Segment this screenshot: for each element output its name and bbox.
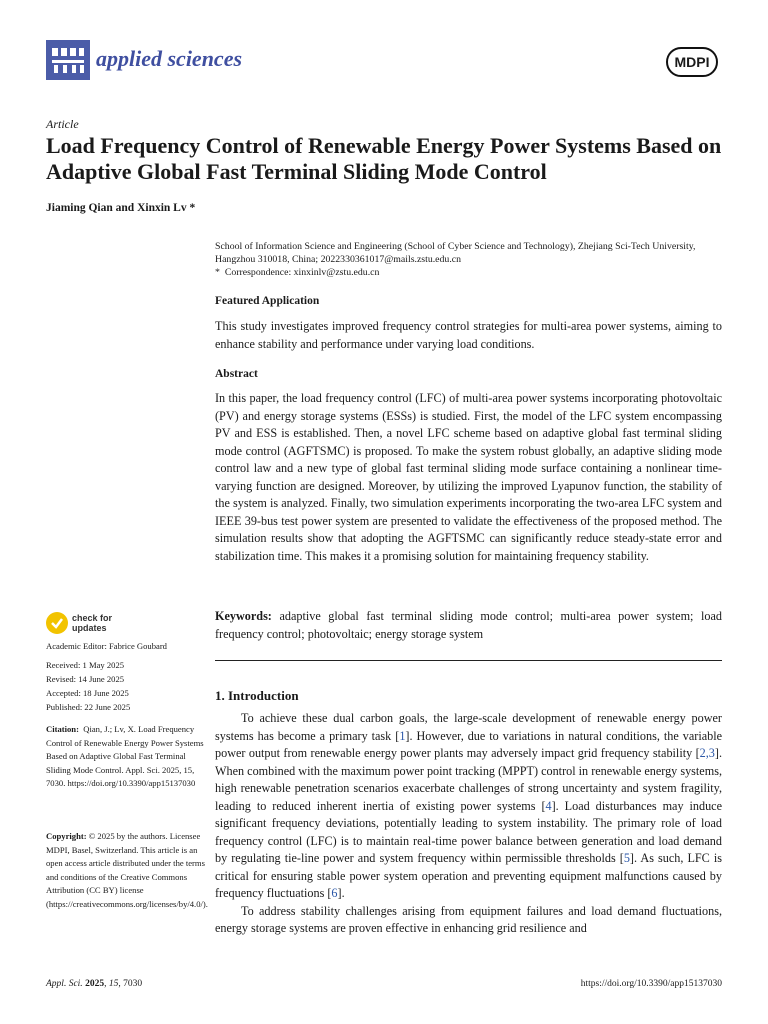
keywords: [215, 608, 722, 643]
featured-application-text: This study investigates improved frequency control strategies for multi-area power systems, aiming to enhance stability and performance under varying load conditions.: [215, 319, 722, 351]
received-date: Received: 1 May 2025: [46, 660, 125, 670]
abstract-heading: Abstract: [215, 368, 258, 380]
citation: [46, 723, 206, 791]
check-updates-icon: [46, 612, 68, 634]
text-run: ]. However, due to variations in natural conditions, the variable power output from renewable energy power plants may adversely impact grid frequency stability [: [215, 728, 723, 760]
introduction-text: [215, 710, 722, 938]
published-date: Published: 22 June 2025: [46, 702, 131, 712]
correspondence: [215, 266, 725, 279]
footer-article-number: 7030: [123, 979, 143, 989]
introduction-paragraph: [215, 710, 722, 903]
academic-editor: Academic Editor: Fabrice Goubard: [46, 641, 167, 651]
correspondence-text: Correspondence: xinxinlv@zstu.edu.cn: [224, 267, 380, 278]
check-updates-line: check for: [72, 613, 113, 623]
copyright-text: © 2025 by the authors. Licensee MDPI, Basel, Switzerland. This article is an open access article distributed under the terms and conditions of the Creative Commons Attribution (CC BY) license (https://creativecommons.org/licenses/by/4.0/).: [46, 831, 208, 909]
revised-date: Revised: 14 June 2025: [46, 674, 125, 684]
keywords-label: Keywords:: [215, 609, 272, 623]
author-list: Jiaming Qian and Xinxin Lv *: [46, 202, 196, 214]
journal-logo-icon: [46, 40, 90, 80]
section-divider: [215, 660, 722, 661]
affiliation-block: [215, 240, 725, 279]
article-title: Load Frequency Control of Renewable Energy Power Systems Based on Adaptive Global Fast Terminal Sliding Mode Control: [46, 133, 722, 184]
copyright-label: Copyright:: [46, 831, 87, 841]
keywords-text: adaptive global fast terminal sliding mode control; multi-area power system; load frequency control; photovoltaic; energy storage system: [215, 609, 722, 641]
affiliation: School of Information Science and Engineering (School of Cyber Science and Technology), Zhejiang Sci-Tech University, Hangzhou 310018, China; 2022330361017@mails.zstu.edu.cn: [215, 241, 696, 265]
copyright: [46, 830, 206, 912]
reference-link[interactable]: 4: [545, 798, 552, 813]
accepted-date: Accepted: 18 June 2025: [46, 688, 129, 698]
publisher-badge: MDPI: [666, 47, 718, 77]
footer-year: 2025: [85, 979, 105, 989]
reference-link[interactable]: 6: [331, 886, 338, 900]
footer-doi-link[interactable]: https://doi.org/10.3390/app15137030: [580, 979, 722, 989]
citation-label: Citation:: [46, 724, 79, 734]
featured-application-heading: Featured Application: [215, 295, 320, 307]
footer-volume: 15: [108, 979, 119, 989]
check-for-updates-button[interactable]: [46, 612, 146, 638]
reference-link[interactable]: 1: [399, 728, 406, 743]
abstract-text: In this paper, the load frequency control (LFC) of multi-area power systems incorporating photovoltaic (PV) and energy storage systems (ESSs) is studied. First, the model of the LFC system encompassing PV and ESS is established. Then, a novel LFC scheme based on adaptive global fast terminal sliding mode control (AGFTSMC) is proposed. To make the system robust globally, an adaptive sliding mode control law and a new type of global fast terminal sliding mode surface containing a nonlinear time-varying function are designed. Moreover, by utilizing the improved Lyapunov function, the stability of the system is analyzed. Finally, two simulation experiments incorporating the two-area LFC system and IEEE 39-bus test power system are presented to validate the effectiveness of the proposed method. The simulation results show that adopting the AGFTSMC can significantly reduce steady-state error and stabilization time. This makes it a promising solution for maintaining frequency stability.: [215, 391, 722, 563]
text-run: ]. Load disturbances may induce significant frequency deviations, potentially leading to system instability. The primary role of load frequency control (LFC) is to maintain real-time power balance between generation and load demand by regulating tie-line power and system frequency within permissible thresholds [: [215, 798, 722, 865]
correspondence-marker: *: [215, 267, 220, 278]
check-updates-line: updates: [72, 623, 107, 633]
introduction-paragraph: To address stability challenges arising from equipment failures and load demand fluctuations, energy storage systems are proven effective in enhancing grid resilience and: [215, 903, 722, 935]
text-run: ]. When combined with the maximum power point tracking (MPPT) control in renewable energy systems, high renewable penetration scenarios exacerbate challenges of strong uncertainty and system fragility, leading to reduced inherent inertia of existing power systems [: [215, 746, 722, 813]
journal-name: applied sciences: [96, 46, 243, 71]
footer-citation: Appl. Sci. 2025, 15, 7030: [46, 979, 143, 989]
text-run: To achieve these dual carbon goals, the large-scale development of renewable energy power systems has become a primary task [: [215, 711, 722, 743]
text-run: ]. As such, LFC is critical for ensuring stable power system operation and preventing equipment malfunctions caused by frequency fluctuations [: [215, 851, 722, 900]
check-updates-label: [72, 613, 112, 633]
citation-text: Qian, J.; Lv, X. Load Frequency Control of Renewable Energy Power Systems Based on Adaptive Global Fast Terminal Sliding Mode Control. Appl. Sci. 2025, 15, 7030. https://doi.org/10.3390/app15137030: [46, 724, 204, 789]
article-type: Article: [46, 117, 79, 131]
introduction-heading: 1. Introduction: [215, 688, 299, 703]
footer-journal: Appl. Sci.: [46, 979, 83, 989]
reference-link[interactable]: 5: [623, 851, 630, 865]
reference-link[interactable]: 2,3: [699, 746, 715, 760]
text-run: ].: [337, 886, 345, 900]
